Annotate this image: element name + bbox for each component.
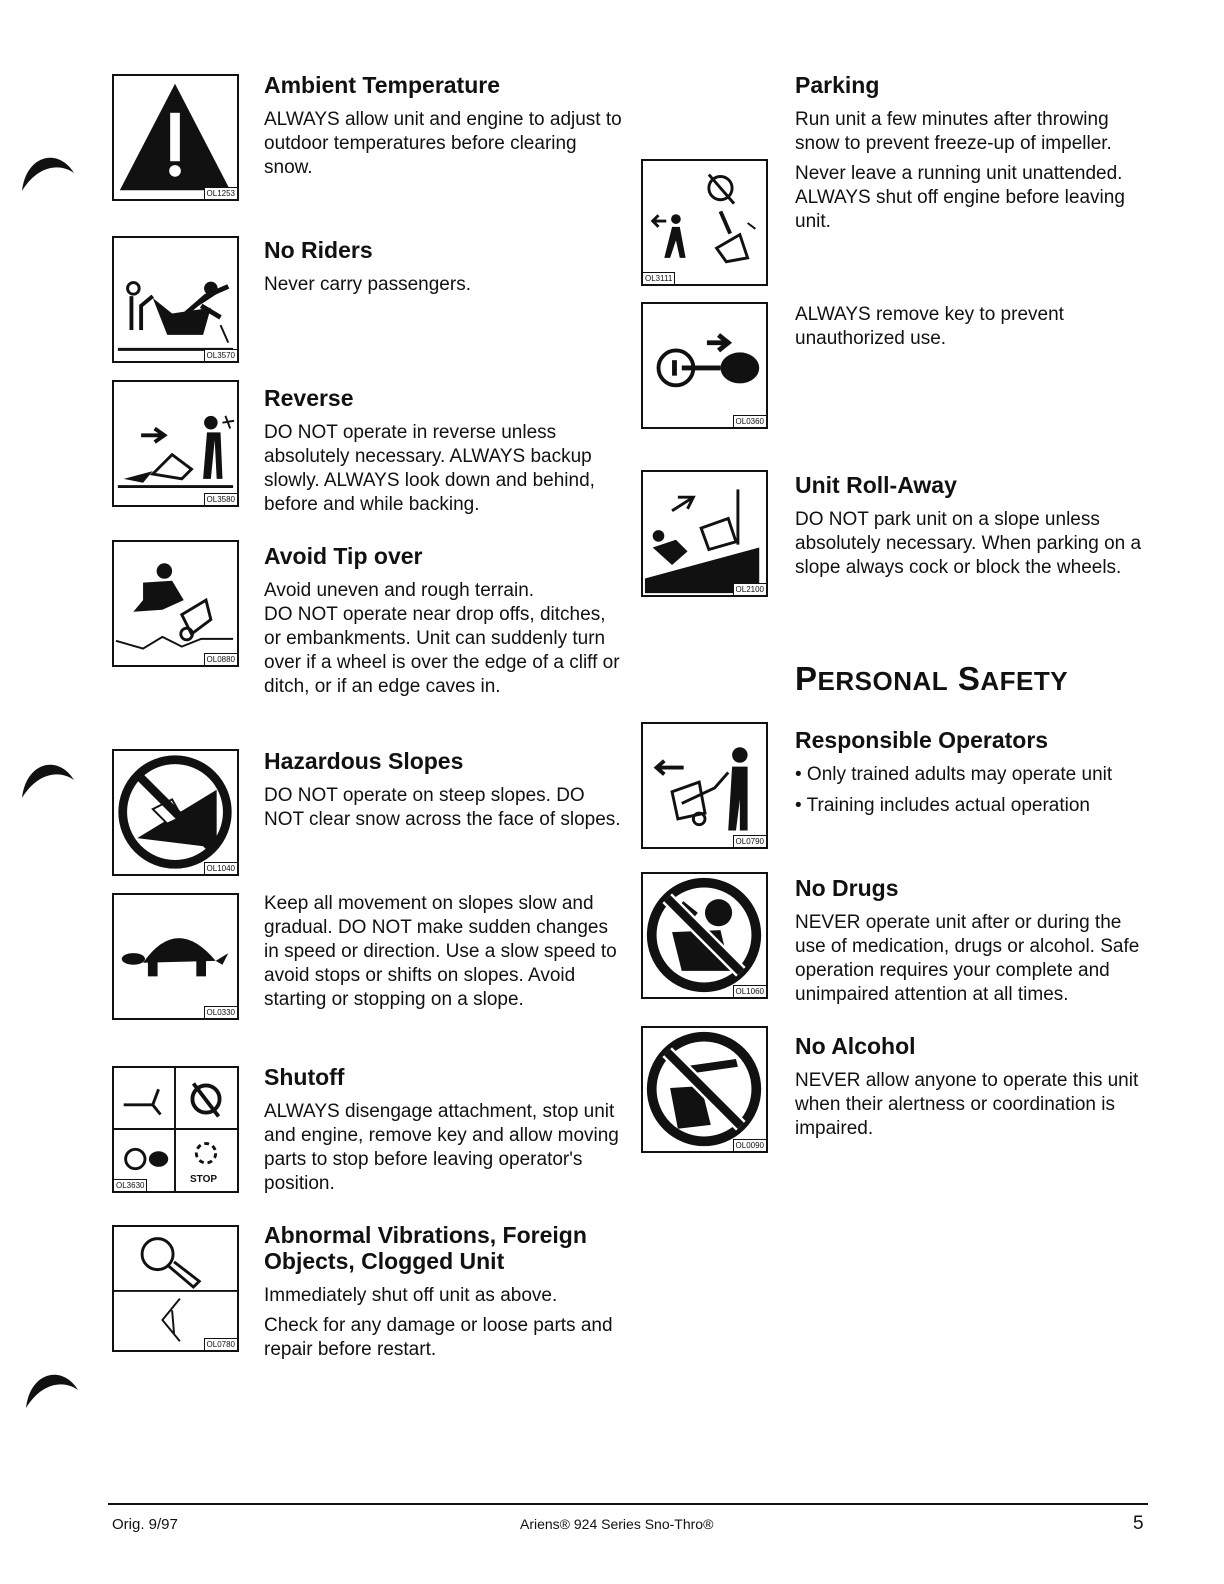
icon-code: OL0880 [204,653,237,665]
section-ambient-temperature [264,72,624,186]
section-responsible-operators [795,727,1155,825]
section-body: Check for any damage or loose parts and repair before restart. [264,1315,613,1360]
section-body: Avoid uneven and rough terrain. DO NOT operate near drop offs, ditches, or embankments. Unit can suddenly turn over if a wheel is over the edge of a cliff or ditch, or if an edge caves in. [264,580,620,697]
stop-label: STOP [190,1174,218,1185]
section-body: ALWAYS remove key to prevent unauthorized use. [795,304,1064,349]
section-title: No Riders [264,237,373,263]
section-body: NEVER operate unit after or during the use of medication, drugs or alcohol. Safe operation requires your complete and unimpaired attention at all times. [795,912,1140,1005]
icon-code: OL1060 [733,985,766,997]
section-no-alcohol [795,1033,1155,1147]
section-body: ALWAYS allow unit and engine to adjust to outdoor temperatures before clearing snow. [264,109,622,178]
tip-over-icon [112,540,239,667]
page-number: 5 [1133,1513,1144,1534]
section-title: No Drugs [795,875,899,901]
no-riders-icon [112,236,239,363]
section-body: Never leave a running unit unattended. ALWAYS shut off engine before leaving unit. [795,163,1125,232]
section-slope-movement [264,892,624,1018]
section-no-drugs [795,875,1155,1013]
section-parking [795,72,1155,240]
binder-hole-mark [18,752,78,802]
icon-code: OL0360 [733,415,766,427]
section-title: Hazardous Slopes [264,748,464,774]
personal-safety-heading: PERSONAL SAFETY [795,660,1069,697]
footer-revision: Orig. 9/97 [112,1516,178,1533]
footer-rule [108,1503,1148,1505]
icon-code: OL3580 [204,493,237,505]
section-body: DO NOT park unit on a slope unless absolutely necessary. When parking on a slope always cock or block the wheels. [795,509,1142,578]
section-body: ALWAYS disengage attachment, stop unit and engine, remove key and allow moving parts to stop before leaving operator's position. [264,1101,619,1194]
section-title: Avoid Tip over [264,543,423,569]
icon-code: OL3111 [643,272,675,284]
icon-code: OL0790 [733,835,766,847]
section-remove-key [795,303,1155,357]
section-body: DO NOT operate in reverse unless absolutely necessary. ALWAYS backup slowly. ALWAYS look down and behind, before and while backing. [264,422,595,515]
section-avoid-tip-over [264,543,624,705]
section-hazardous-slopes [264,748,624,838]
no-steep-slope-icon [112,749,239,876]
section-body: Immediately shut off unit as above. [264,1285,558,1306]
section-no-riders [264,237,624,303]
reverse-icon [112,380,239,507]
no-drugs-icon [641,872,768,999]
section-title: Shutoff [264,1064,345,1090]
warning-triangle-icon [112,74,239,201]
section-shutoff [264,1064,624,1202]
bullet-list [795,763,1155,818]
section-unit-roll-away [795,472,1155,586]
remove-key-icon [641,302,768,429]
icon-code: OL0090 [733,1139,766,1151]
section-title: Abnormal Vibrations, Foreign Objects, Clogged Unit [264,1222,587,1274]
icon-code: OL3570 [204,349,237,361]
binder-hole-mark [22,1362,82,1412]
section-title: Responsible Operators [795,727,1049,753]
icon-code: OL0780 [204,1338,237,1350]
section-body: Keep all movement on slopes slow and gradual. DO NOT make sudden changes in speed or direction. Use a slow speed to avoid stops or shifts on slopes. Avoid starting or stopping on a slope. [264,893,617,1010]
roll-away-icon [641,470,768,597]
operator-icon [641,722,768,849]
section-abnormal-vibrations [264,1222,624,1368]
section-title: Unit Roll-Away [795,472,957,498]
section-body: Run unit a few minutes after throwing snow to prevent freeze-up of impeller. [795,109,1112,154]
turtle-slow-icon [112,893,239,1020]
icon-code: OL2100 [733,583,766,595]
footer-title: Ariens® 924 Series Sno-Thro® [520,1516,714,1532]
leave-unit-icon [641,159,768,286]
section-body: Never carry passengers. [264,274,471,295]
no-alcohol-icon [641,1026,768,1153]
list-item: • Only trained adults may operate unit [795,764,1113,785]
section-title: Parking [795,72,880,98]
section-body: NEVER allow anyone to operate this unit when their alertness or coordination is impaired. [795,1070,1139,1139]
section-title: Ambient Temperature [264,72,501,98]
inspect-icon [112,1225,239,1352]
section-body: DO NOT operate on steep slopes. DO NOT clear snow across the face of slopes. [264,785,621,830]
section-title: No Alcohol [795,1033,916,1059]
icon-code: OL3630 [114,1179,147,1191]
section-title: Reverse [264,385,354,411]
icon-code: OL0330 [204,1006,237,1018]
shutoff-icon [112,1066,239,1193]
icon-code: OL1253 [204,187,237,199]
icon-code: OL1040 [204,862,237,874]
binder-hole-mark [18,145,78,195]
list-item: • Training includes actual operation [795,795,1091,816]
section-reverse [264,385,624,523]
